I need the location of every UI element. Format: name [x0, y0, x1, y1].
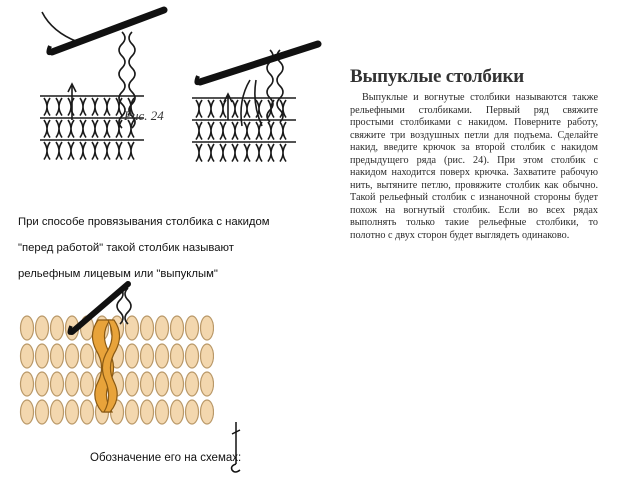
crochet-illustration-raised-stitch: [16, 280, 214, 436]
raised-double-crochet-symbol-icon: [228, 420, 244, 474]
article-title: Выпуклые столбики: [350, 66, 524, 87]
caption-paragraph: [18, 209, 310, 287]
article-body: Выпуклые и вогнутые столбики называются также рельефными столбиками. Первый ряд свяжите простыми столбиками с накидом. Поверните работу, свяжите три воздушных петли для подъема. Сделайте накид, введите крючок за второй столбик с накидом предыдущего ряда (рис. 24). При этом столбик с накидом находится поверх крючка. Захватите рабочую нить, вытяните петлю, провяжите столбик как обычно. Такой рельефный столбик с изнаночной стороны будет похож на вогнутый столбик. Если во всех рядах выполнять только такие рельефные столбики, то полотно с двух сторон будет выглядеть одинаково.: [350, 92, 598, 241]
caption-line-1: При способе провязывания столбика с накидом: [18, 216, 270, 228]
article: [350, 66, 598, 242]
caption-line-2: "перед работой" такой столбик называют: [18, 242, 234, 254]
figure-caption: Рис. 24: [124, 108, 164, 123]
crochet-hook-icon: [196, 44, 318, 83]
crochet-illustration-hook-through-stitch: [14, 2, 174, 180]
symbol-label: Обозначение его на схемах:: [90, 452, 242, 464]
crochet-illustration-yarn-over: [178, 40, 326, 180]
crochet-hook-icon: [48, 10, 164, 53]
caption-line-3: рельефным лицевым или "выпуклым": [18, 268, 218, 280]
